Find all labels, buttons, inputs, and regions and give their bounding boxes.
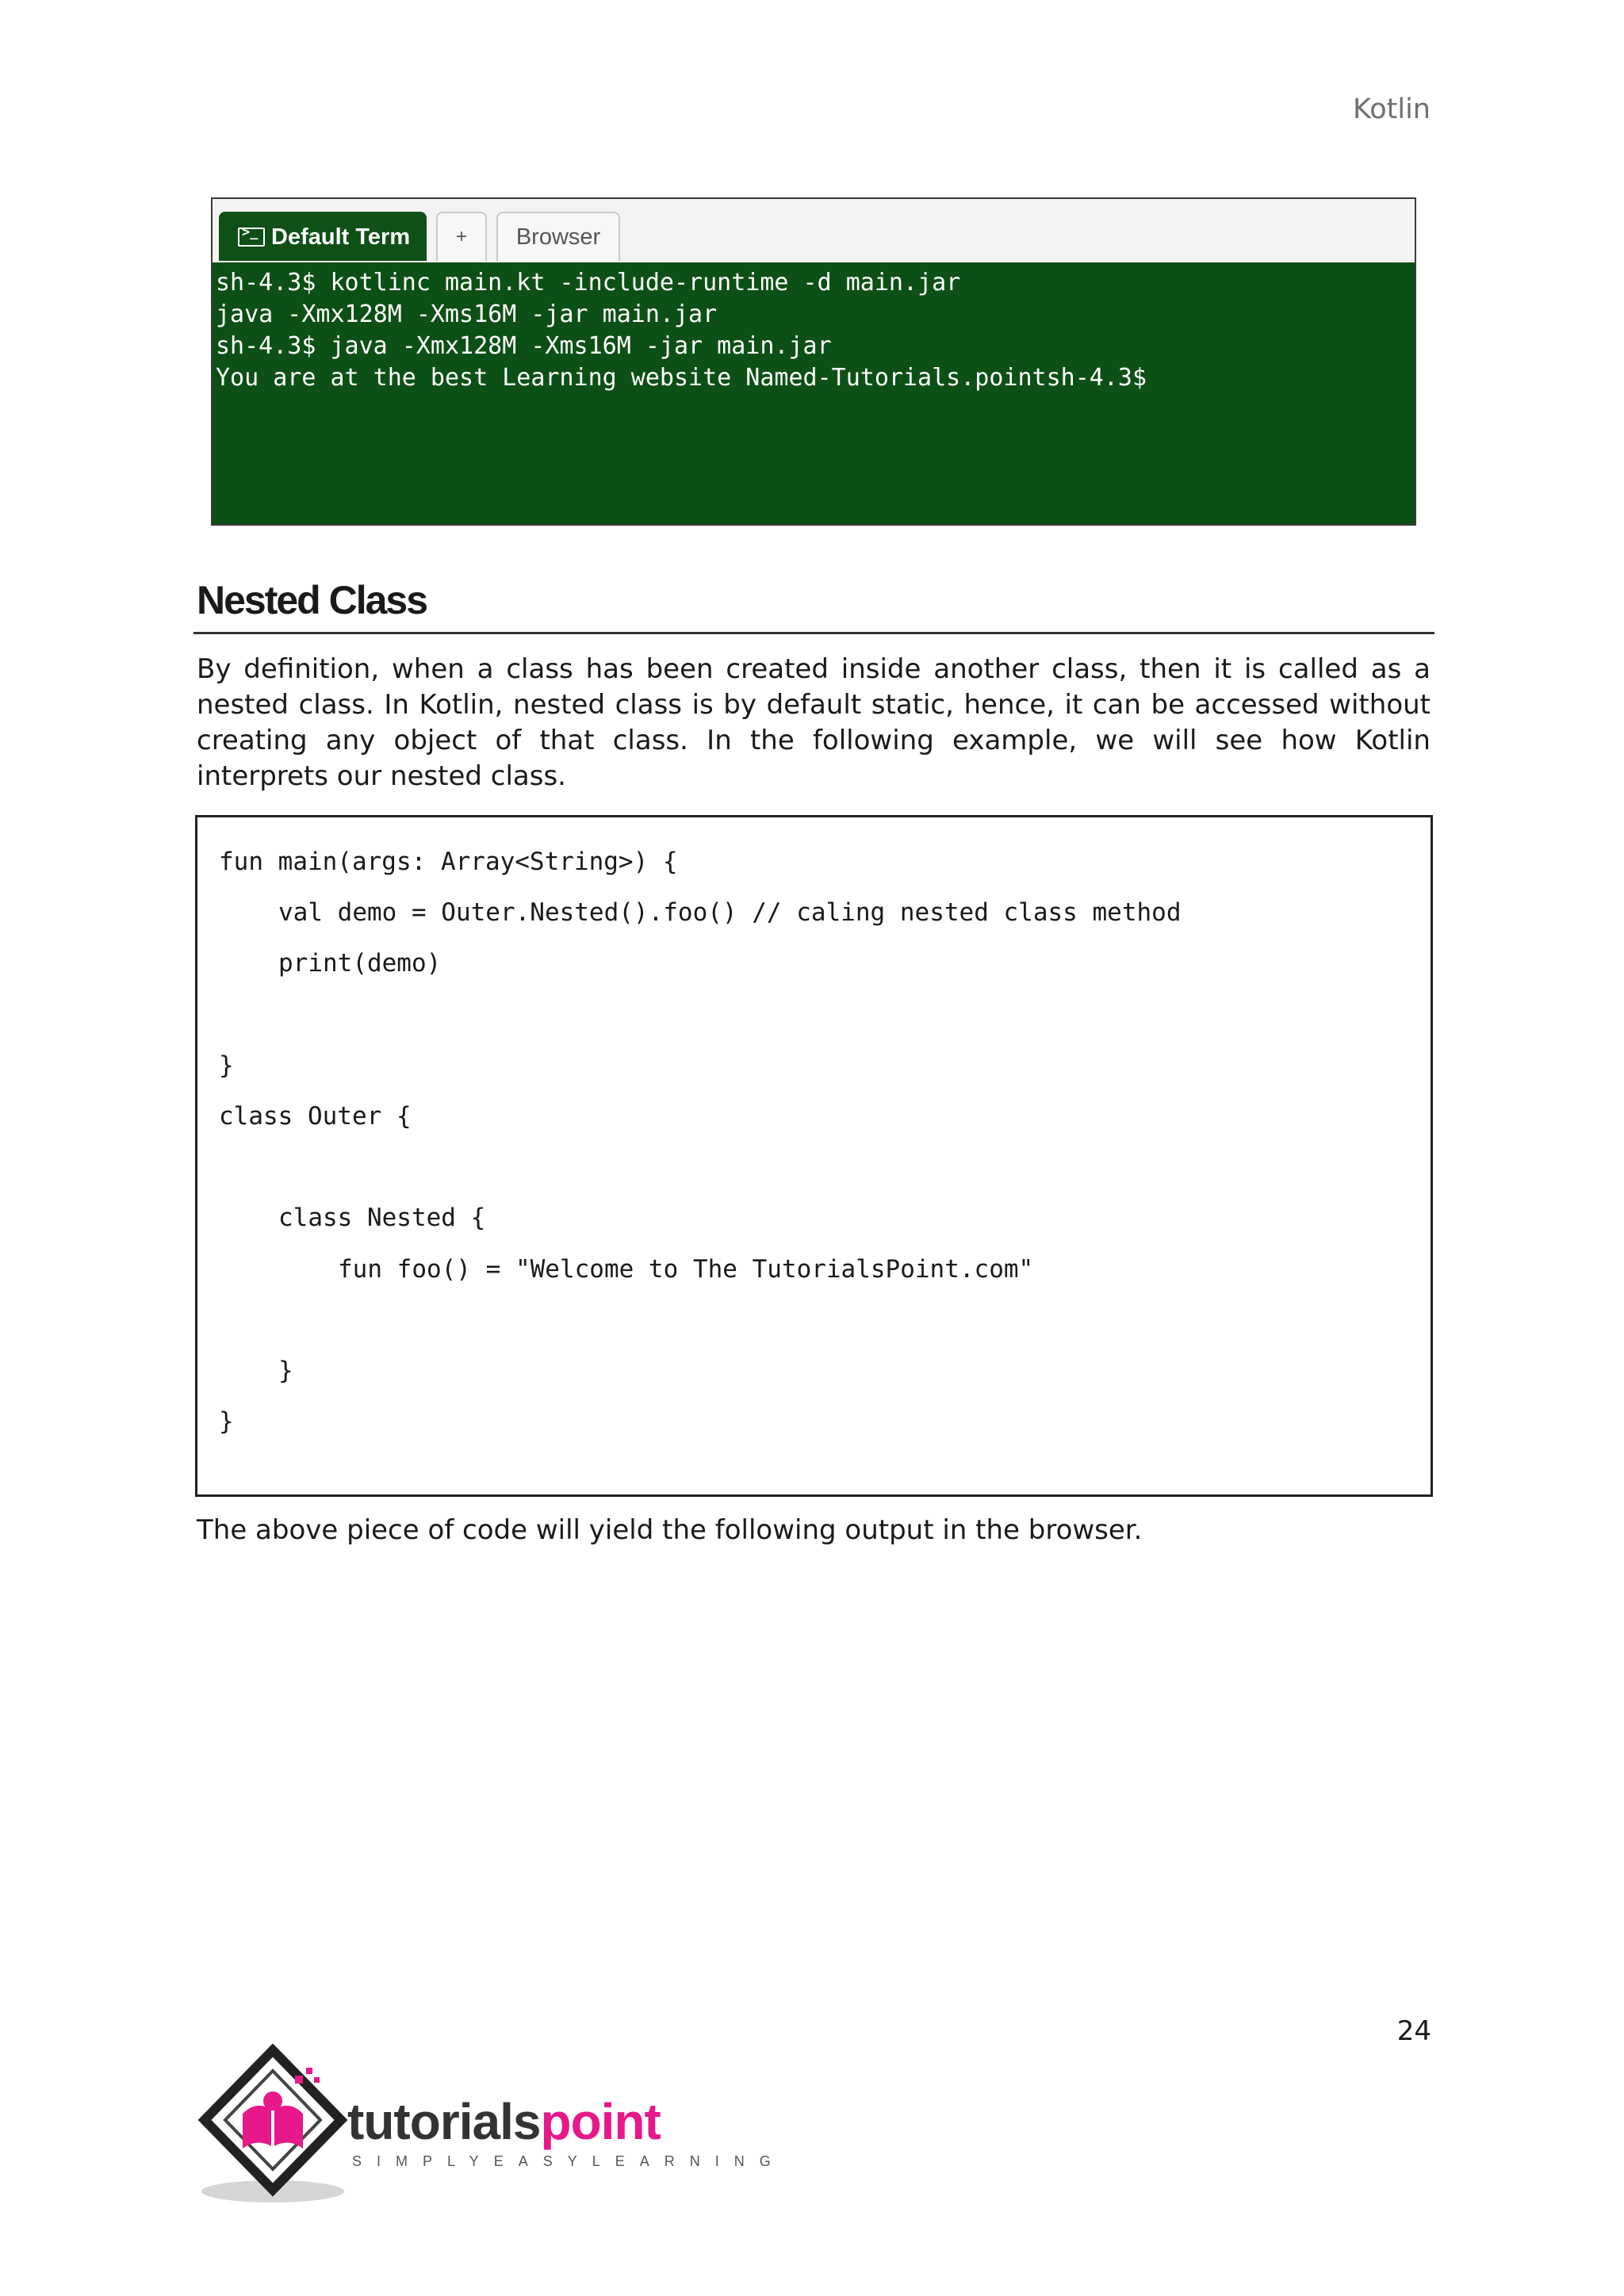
section-heading: Nested Class: [197, 578, 427, 622]
code-line: [219, 1142, 1431, 1192]
code-line: }: [219, 1050, 234, 1080]
logo-wordmark-pink: point: [540, 2093, 661, 2150]
tutorialspoint-logo: [193, 2044, 786, 2210]
code-block: [195, 815, 1433, 1497]
terminal-line: You are at the best Learning website Named-Tutorials.pointsh-4.3$: [216, 364, 1147, 392]
logo-tagline: SIMPLYEASYLEARNING: [352, 2153, 786, 2169]
page-number: 24: [1396, 2015, 1431, 2047]
intro-paragraph: By definition, when a class has been created inside another class, then it is called as a nested class. In Kotlin, nested class is by default static, hence, it can be accessed without creating any object of that class. In the following example, we will see how Kotlin interprets our nested class.: [197, 653, 1431, 792]
terminal-screenshot: [211, 197, 1416, 526]
tab-default-term-label: Default Term: [271, 224, 411, 250]
terminal-line: sh-4.3$ java -Xmx128M -Xms16M -jar main.jar: [216, 332, 832, 360]
code-line: }: [219, 1407, 234, 1437]
code-line: class Nested {: [278, 1203, 486, 1233]
tab-browser[interactable]: Browser: [496, 212, 620, 261]
code-line: fun main(args: Array<String>) {: [219, 848, 678, 876]
logo-emblem-icon: [193, 2044, 352, 2210]
code-line: val demo = Outer.Nested().foo() // caling nested class method: [278, 898, 1182, 928]
code-line: }: [278, 1356, 293, 1385]
terminal-line: java -Xmx128M -Xms16M -jar main.jar: [216, 300, 718, 328]
logo-wordmark: [347, 2093, 661, 2150]
heading-divider: [193, 632, 1434, 634]
terminal-output: [213, 262, 1415, 524]
tab-default-term[interactable]: [219, 212, 427, 261]
outro-paragraph: The above piece of code will yield the following output in the browser.: [197, 1514, 1143, 1546]
add-tab-button[interactable]: +: [436, 212, 487, 261]
code-line: class Outer {: [219, 1101, 412, 1131]
code-line: fun foo() = "Welcome to The TutorialsPoint.com": [338, 1254, 1034, 1284]
running-header-title: Kotlin: [1353, 94, 1431, 125]
code-line: print(demo): [278, 949, 442, 978]
terminal-icon: [238, 228, 265, 247]
terminal-tab-bar: [213, 199, 1415, 263]
code-line: [219, 1295, 1431, 1345]
code-line: [219, 989, 1431, 1040]
terminal-line: sh-4.3$ kotlinc main.kt -include-runtime -d main.jar: [216, 269, 961, 297]
logo-wordmark-dark: tutorials: [347, 2093, 541, 2150]
